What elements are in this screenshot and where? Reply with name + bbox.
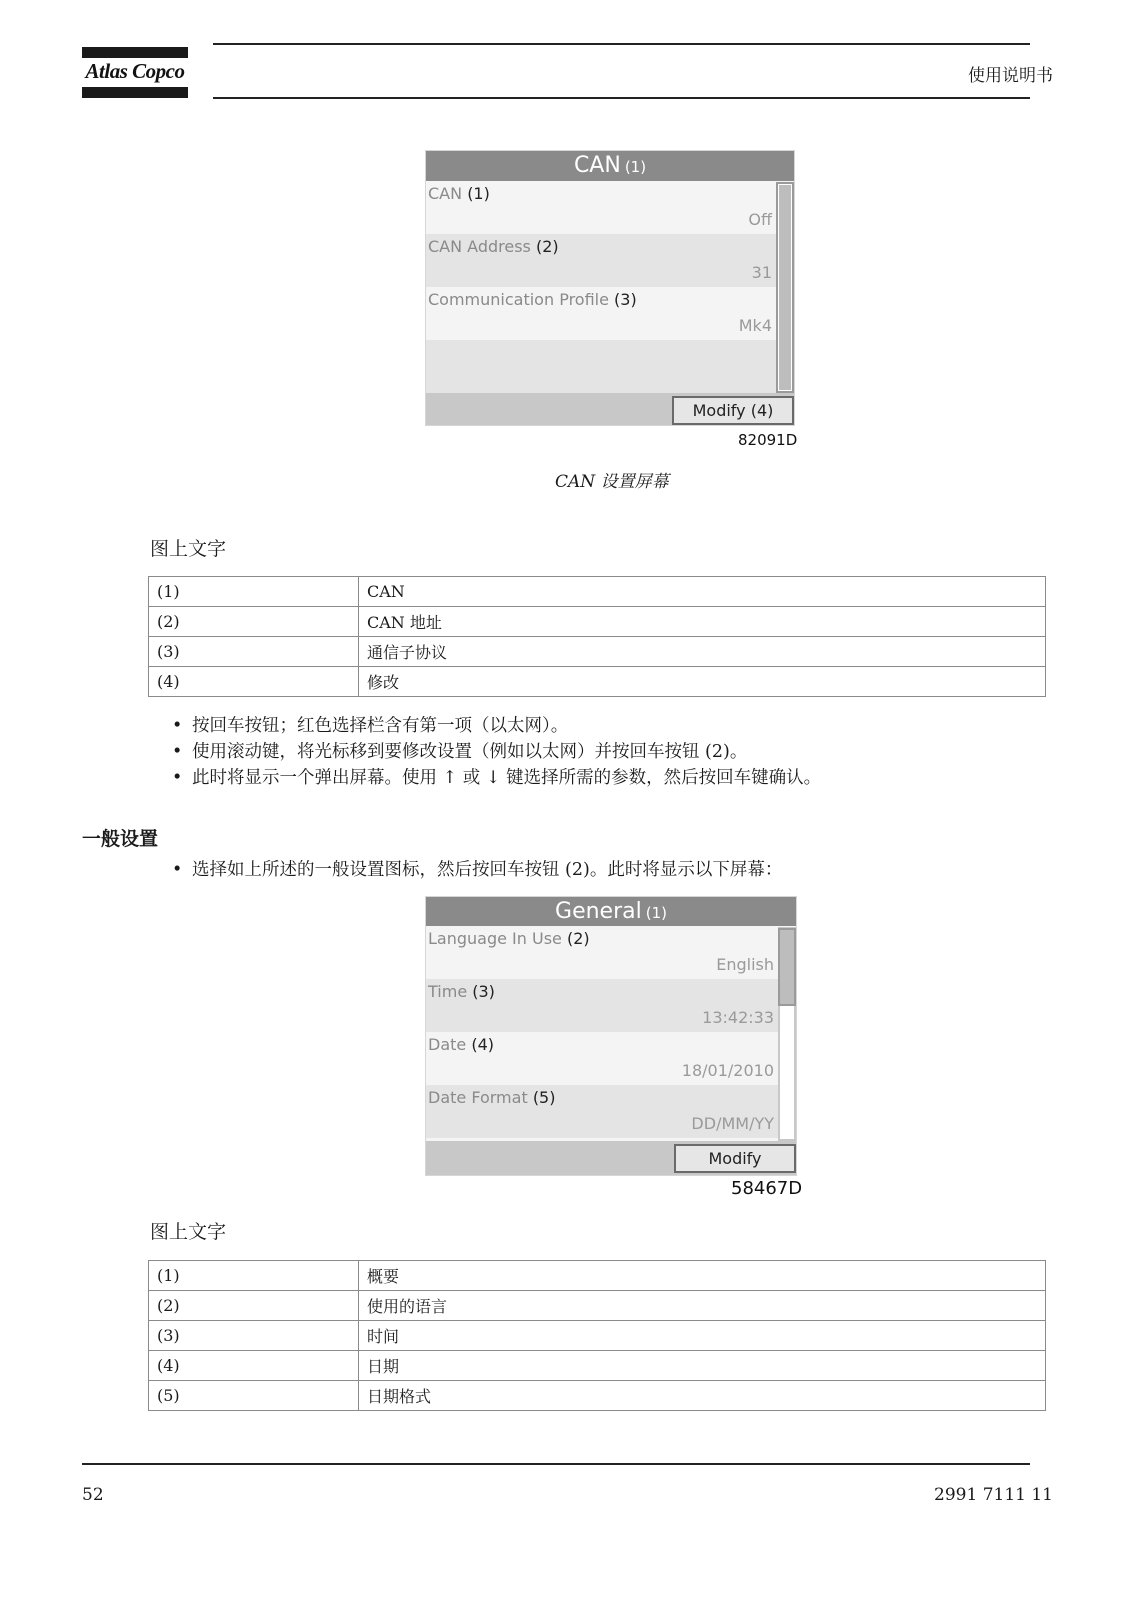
list-item[interactable] — [426, 979, 778, 1032]
table-row — [149, 1291, 1046, 1321]
general-settings-screen — [425, 896, 797, 1176]
page-number: 52 — [82, 1485, 104, 1505]
setting-value: 31 — [751, 263, 772, 282]
figure-id: 58467D — [731, 1178, 803, 1199]
setting-value: 13:42:33 — [702, 1008, 774, 1027]
setting-value: Off — [748, 210, 772, 229]
setting-label: Date Format — [428, 1088, 528, 1107]
legend-ref: (2) — [149, 607, 359, 637]
legend-table — [148, 576, 1046, 697]
legend-text: 使用的语言 — [359, 1291, 1046, 1321]
setting-number: (3) — [472, 982, 495, 1001]
section-heading: 一般设置 — [82, 828, 159, 850]
logo-bar-top — [82, 47, 188, 58]
setting-number: (5) — [532, 1088, 556, 1107]
table-row — [149, 1351, 1046, 1381]
figure-caption: CAN 设置屏幕 — [555, 472, 669, 492]
screen-title-bar — [426, 151, 794, 181]
list-item: • 按回车按钮；红色选择栏含有第一项（以太网）。 — [170, 713, 821, 739]
screen-footer — [426, 393, 794, 425]
setting-label: Time — [428, 982, 468, 1001]
table-row — [149, 1381, 1046, 1411]
modify-button-label: Modify — [692, 401, 746, 420]
setting-number: (1) — [467, 184, 490, 203]
setting-value: Mk4 — [738, 316, 772, 335]
legend-title: 图上文字 — [150, 538, 227, 560]
screen-title-bar — [426, 897, 796, 926]
setting-label: CAN Address — [428, 237, 531, 256]
scrollbar[interactable] — [778, 927, 796, 1141]
legend-text: 日期 — [359, 1351, 1046, 1381]
table-row — [149, 607, 1046, 637]
legend-ref: (3) — [149, 1321, 359, 1351]
table-row — [149, 577, 1046, 607]
table-row — [149, 637, 1046, 667]
empty-list-row — [426, 340, 776, 393]
table-row — [149, 1261, 1046, 1291]
setting-number: (2) — [535, 237, 559, 256]
setting-value: English — [716, 955, 774, 974]
legend-text: 时间 — [359, 1321, 1046, 1351]
legend-ref: (1) — [149, 577, 359, 607]
list-item: • 选择如上所述的一般设置图标，然后按回车按钮 (2)。此时将显示以下屏幕： — [170, 857, 782, 883]
setting-label: CAN — [428, 184, 463, 203]
screen-title: General — [555, 899, 642, 924]
legend-text: CAN — [359, 577, 1046, 607]
list-item[interactable] — [426, 1032, 778, 1085]
list-item[interactable] — [426, 181, 776, 234]
footer-rule — [82, 1463, 1030, 1465]
scrollbar-thumb[interactable] — [778, 928, 796, 1006]
legend-text: 修改 — [359, 667, 1046, 697]
screen-title-number: (1) — [645, 904, 667, 922]
setting-number: (4) — [471, 1035, 495, 1054]
legend-ref: (4) — [149, 1351, 359, 1381]
setting-label: Communication Profile — [428, 290, 609, 309]
scrollbar-thumb[interactable] — [779, 185, 791, 390]
list-item[interactable] — [426, 287, 776, 340]
legend-ref: (4) — [149, 667, 359, 697]
list-item[interactable] — [426, 234, 776, 287]
setting-number: (2) — [566, 929, 590, 948]
modify-button[interactable] — [674, 1144, 796, 1173]
list-item: • 使用滚动键，将光标移到要修改设置（例如以太网）并按回车按钮 (2)。 — [170, 739, 821, 765]
instruction-list — [170, 857, 782, 883]
figure-id: 82091D — [738, 431, 798, 449]
legend-ref: (1) — [149, 1261, 359, 1291]
logo-bar-bottom — [82, 87, 188, 98]
legend-text: 通信子协议 — [359, 637, 1046, 667]
document-number: 2991 7111 11 — [934, 1485, 1053, 1505]
setting-value: 18/01/2010 — [681, 1061, 774, 1080]
legend-text: 概要 — [359, 1261, 1046, 1291]
modify-button-number: (4) — [750, 401, 774, 420]
instruction-list — [170, 713, 821, 791]
legend-ref: (5) — [149, 1381, 359, 1411]
header-rule-bottom — [213, 97, 1030, 99]
screen-title: CAN — [573, 153, 621, 178]
list-item[interactable] — [426, 1085, 778, 1138]
legend-text: CAN 地址 — [359, 607, 1046, 637]
table-row — [149, 1321, 1046, 1351]
header-title: 使用说明书 — [968, 66, 1053, 86]
legend-ref: (2) — [149, 1291, 359, 1321]
setting-value: DD/MM/YY — [691, 1114, 774, 1133]
modify-button[interactable] — [672, 396, 794, 425]
header-rule-top — [213, 43, 1030, 45]
table-row — [149, 667, 1046, 697]
list-item[interactable] — [426, 926, 778, 979]
legend-table — [148, 1260, 1046, 1411]
screen-title-number: (1) — [624, 158, 647, 176]
can-settings-screen — [425, 150, 795, 426]
setting-number: (3) — [614, 290, 637, 309]
setting-label: Language In Use — [428, 929, 562, 948]
legend-text: 日期格式 — [359, 1381, 1046, 1411]
brand-logo: Atlas Copco — [85, 59, 185, 83]
scrollbar[interactable] — [776, 182, 794, 393]
list-item: • 此时将显示一个弹出屏幕。使用 ↑ 或 ↓ 键选择所需的参数，然后按回车键确认。 — [170, 765, 821, 791]
legend-title: 图上文字 — [150, 1221, 227, 1243]
legend-ref: (3) — [149, 637, 359, 667]
modify-button-label: Modify — [708, 1149, 762, 1168]
setting-label: Date — [428, 1035, 467, 1054]
screen-footer — [426, 1141, 796, 1175]
